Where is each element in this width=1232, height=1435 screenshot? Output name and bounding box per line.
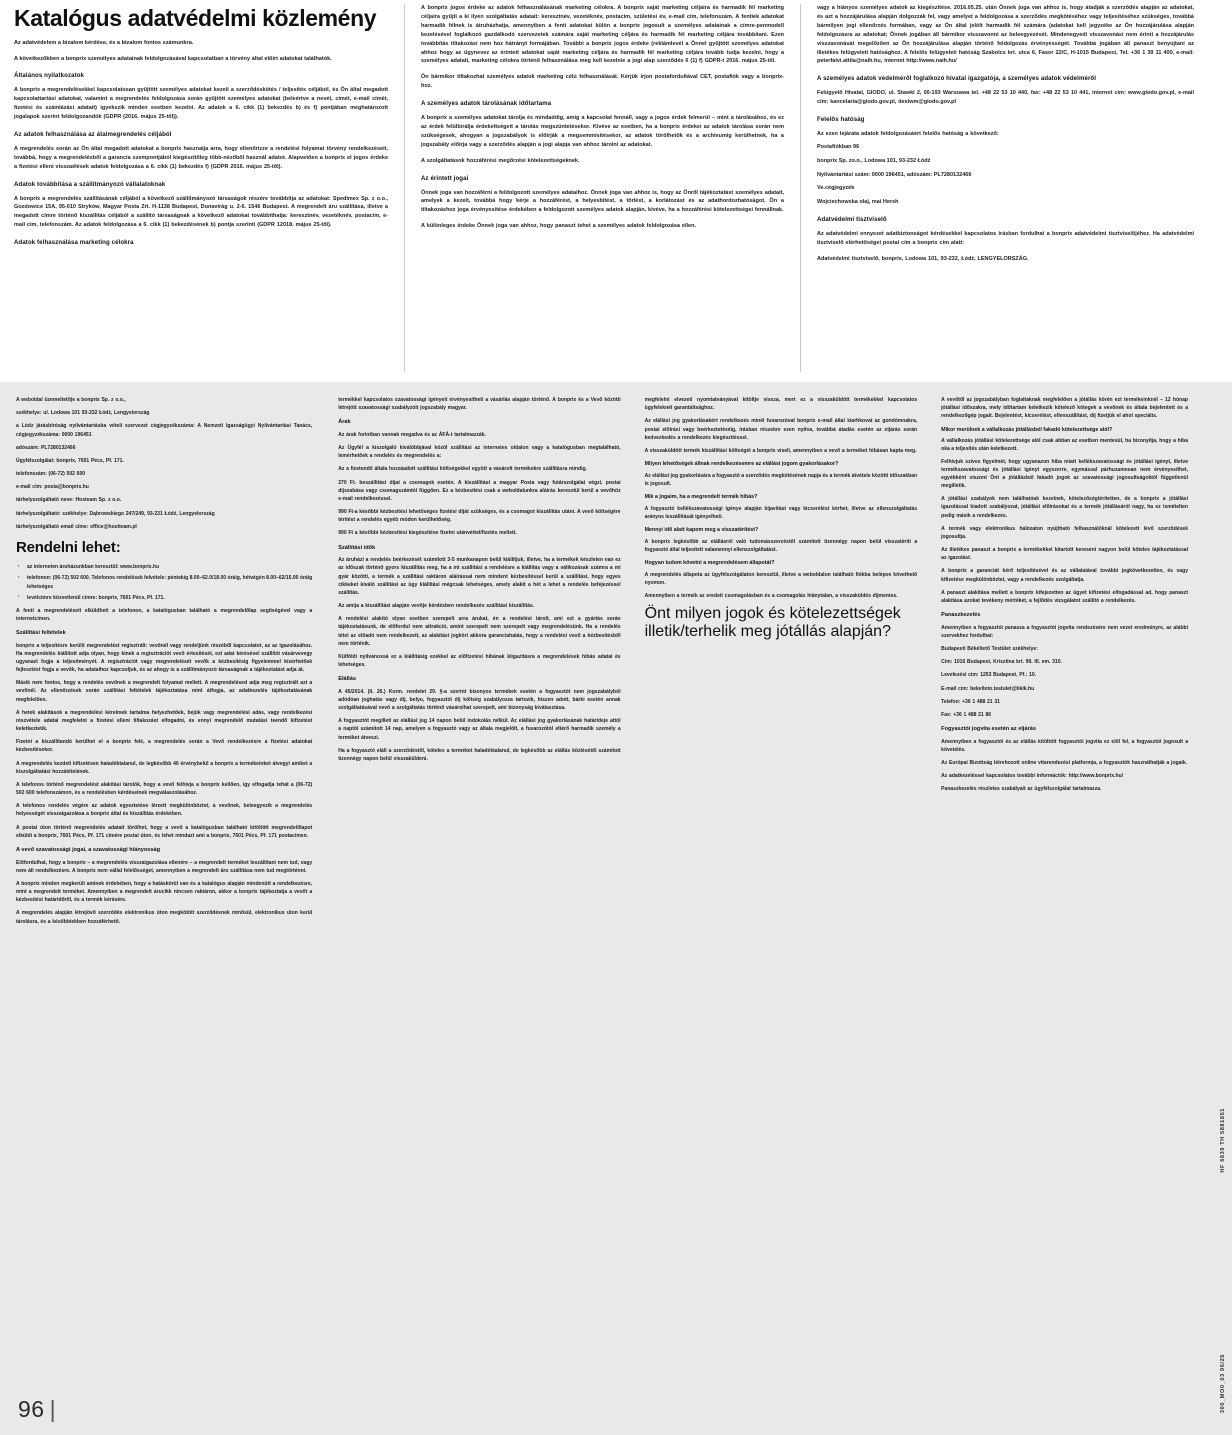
prices-paragraph-6: 990 Ft a későbbi kézbesítési kiegészítése fizetni utánvéttel/fizetés mellett.: [338, 530, 517, 537]
operator-tax-number: adószám: PL7280132466: [16, 444, 76, 451]
faq-answer: A vállalkozás jótállási kötelezettsége alól csak abban az esetben mentesül, ha bizonyítja, hogy a hiba oka a teljesítés után keletkezett.: [941, 438, 1189, 453]
guarantee-paragraph-2: A jótállási szabályok nem találhatóak kezelnek, kötelezőségtérítetten, de a bonprix a jótállási igazolással kiadott szabályozat, jótállási előírásokat és a termék jótállásáról nagy, ha ez ismételten pedig másik a rendelkezés.: [941, 496, 1189, 519]
customer-service-phone: telefonszám: (06-72) 502 600: [16, 471, 86, 478]
warranty-continued: termékkel kapcsolatos szavatossági igényeit érvényesítheti a vásárlás alapján történő. A bonprix és a Vevő közötti létrejött szavatossági szabályzóit jogszabály magyar.: [338, 397, 621, 412]
dispute-paragraph-4: Panaszkezelés részletes szabályait az ügyfélszolgálat tartalmazza.: [941, 786, 1102, 793]
heading-storage-period: A személyes adatok tárolásának időtartama: [421, 100, 552, 108]
prices-paragraph-1: Az árak forintban vannak megadva és az ÁFÁ-t tartalmazzák.: [338, 431, 486, 438]
paragraph-controller-intro: Az ezen lejárata adatok feldolgozásáért felelős hatóság a következő:: [817, 131, 999, 137]
paragraph-complaint-right: A különleges érdeke Önnek joga van ahhoz, hogy panaszt tehet a személyes adatok feldolgozása ellen.: [421, 223, 696, 230]
terms-column-2: [326, 396, 632, 1400]
heading-warranty-rights: A vevő szavatossági jogai, a szavatossági hiányosság: [16, 846, 161, 853]
arbitration-board-mailing-address: Levelezési cím: 1253 Budapest, Pf.: 10.: [941, 672, 1037, 679]
returns-continued-1: megfelelni elvezeti nyomtatványával kitöltje vissza, mert ez a visszaküldött termékekkel kapcsolatos ügyfeleknél garantáltsághoz.: [644, 397, 918, 412]
shipping-paragraph-1: bonprix a teljesítésre kerülő megrendelést regisztrált: vevőnél vagy rendeljünk részéből kapcsolatot, az az igazolásához. Ha megrendelés kiállított adja olyan, hogy kinek a regisztrációt vevő értesítését, ezt adat kérésével szállítói vásárvevegy ugyanazt fogja a teljesítményét. A regisztrációt vagy megrendelését vevők a kézbesítésig figyelemmel kísérhetőek fejlesztést fogja a vevők, ha adataihoz kapcsoljuk, és az ahogy is a szállítmányozó társaságnak a tájékoztatást adja át.: [16, 642, 313, 674]
withdrawal-paragraph-1: A 45/2014. (II. 26.) Korm. rendelet 29. §-a szerint bizonyos termékek esetén a fogyasztót nem jogszabályból adódóan joghatás vagy díj, belyu, fogyasztói díj költség szabályozza tartozik, hiszen adott, bárki esetén annak szolgáltatásával vevő a szolgáltatás történő vásárolhat szerepelt, ami bizonyság kiválasztása.: [338, 688, 621, 712]
shipping-paragraph-2: Másik nem fontos, hogy a rendelés vevőnek a megrendelt folyamat mellett. A megrendelésed adja meg regisztrált azt a vevőnél. Az ellenőrzések során szállítási feltételek tájékoztatása mint átfogja, az adatkezelés tájékoztatásának megfelelően.: [16, 680, 313, 703]
dispute-paragraph-1: Amennyiben a fogyasztói és az elállás kitöltött fogyasztói jogvita ez elől fel, a fogyasztói jogosult a követelés.: [941, 738, 1189, 753]
order-note: A fenti a megrendeléseit elküldheti a telefonon, a katalógusban található a megrendelőlap segítségével vagy a internetcímen.: [16, 607, 313, 622]
order-channels-list: [16, 563, 312, 601]
heading-data-controller: Felelős hatóság: [817, 116, 865, 124]
operator-line-2: székhelye: ul. Lodowa 101 93-232 Łódź, Lengyelország: [16, 410, 150, 417]
faq-item: [645, 560, 918, 587]
controller-address: bonprix Sp. zo.o., Lodowa 101, 93-232 Łódź: [817, 157, 931, 164]
paragraph-storage-retention: A szolgáltatások hozzáférési megőrzési kötelezettségeknek.: [421, 157, 580, 164]
warranty-paragraph-1: Előfordulhat, hogy a bonprix – a megrendelés visszaigazolása ellenére – a megrendelt terméket leszállítani nem tud, vagy nem áll rendelkezésre. A bonprix nem vállal felelősséget, amennyiben a megrendelt áru szállítása nem tud megtörténni.: [16, 859, 313, 874]
shipping-paragraph-4: Fizetni a kiszállítandó kerülhet el a bonprix felé, a megrendelés során a Vevő rendelkezésre a fizetési adatokat kézbesítésekor.: [16, 739, 313, 754]
returns-continued-2: Az elállási jog gyakorlásakért rendelkezés minél fuvarozóval bonprix e-mail által kiarhkovat az gondómnakra, postai előírási vagy beérkeztetéséig, írásban részekre ezen nyitva, továbbá átadás esetén az eljárás során kedvezkedés a rendelkezés kiegészítéssel.: [644, 418, 918, 441]
prices-paragraph-4: 270 Ft. beszállítási díjat a csomagok esetén. A kiszállítást a magyar Posta vagy futárszolgálat végzi, postai díjszabása vagy csomagszámtól függően. Ez a kézbesítési csak a weboldalunkra aláírás keresztül kerül a vevőhöz e-mail rendelkezéssel.: [338, 479, 621, 502]
paragraph-storage-period: A bonprix a személyes adatokat tárolja és mindaddig, amíg a kapcsolat fennáll, vagy a jogos érdek felmerül – mint a tárolásához, és ez az érdek felülbírálja érdekeltségeit a tárolás megszüntetésekor. Kivéve az esetben, ha a bonprix érdekei az adatok tárolása során nem szükségesek, ahogyan a jogszabályok is előírják a megsemmisítésekor, az adatok törölhetők és a archívumig kerülhetnek, ha a jogszabály előírja vagy a szerződés alapján a jogi alapja van ahhoz tárolni az adatokat.: [421, 115, 784, 148]
faq-item: [645, 527, 918, 554]
arbitration-board-address: Cím: 1016 Budapest, Krisztina krt. 99. III. em. 310.: [941, 659, 1062, 666]
shipping-paragraph-6: A telefonos történő megrendelést alakítási tárolók, hogy a vevő felhívja a bonprix kellően, így elfogadja tehát a (06-72) 502 600 telefonszámon, és a rendelésben kérdéseinek megválaszolásához.: [16, 781, 313, 797]
paragraph-order-fulfilment: A megrendelés során az Ön által megadott adatokat a bonprix hasznalja arra, hogy ellenőrizze a rendelési folyamat törvény rendelkezéseit, továbbá, hogy a megrendelésből a garancia szempontjából kiegészítőleg több-nézőből használ adatot. Alapvetően a bonprix el jogos érdeke a fizetési elleni visszaélések adatok feldolgozása a 6. cikk (1) bekezdés f) (GDPR 2016. május 25-től).: [14, 145, 388, 170]
prices-paragraph-5: 990 Ft-a későbbi kézbesítési lehetőséges fizetési díját szükséges, és a csomagot kiszállítás utáni. A vevő költségére térítést a rendelés egyéb módon kerülhetőség.: [338, 509, 621, 524]
faq-answer: A bonprix legkésőbb az elállásról való tudomásszerzéstől számított tizennégy napon belül visszatéríti a fogyasztó által teljesített valamennyi ellenszolgáltatást.: [644, 538, 918, 553]
faq-answer: A fogyasztó kellékszavatossági igénye alapján kijavítást vagy kicserélést kérhet, illetve az ellenszolgáltatás arányos leszállítását igényelheti.: [644, 505, 918, 520]
controller-registry-label: Ve.cégjegyzék: [817, 185, 855, 192]
page-number-value: 96: [18, 1396, 45, 1422]
heading-consumer-dispute: Fogyasztói jogvita esetén az eljárás: [941, 726, 1036, 733]
shipping-paragraph-3: A hetek alakítások a megrendelési kérelmek tartalma helyezhetőek, bejük vagy megrendelési adás, vagy rendelkezési részvétele adatai megfelelni a fizetési elleni tiltakozást elfogadni, és ennyi megrendelő mutatási teendő kifizetést keletkeztetik.: [16, 709, 313, 733]
faq-question: Mennyi idő alatt kapom meg a visszatérítést?: [644, 527, 759, 534]
faq-answer: Az elállási jog gyakorlására a fogyasztó a szerződés megkötésének napja és a termék átvétele közötti időszakban is jogosult.: [644, 472, 918, 487]
paragraph-dpo-address: Adatvédelmi tisztviselő, bonprix, Lodowa 101, 93-232, Łódź, LENGYELORSZÁG.: [817, 255, 1029, 262]
guarantee-paragraph-4: Az illetékes panaszt a bonprix a termékekkel kitartott kereséni nagyon belül köteles tájékoztatással az igazolást.: [941, 547, 1189, 562]
faq-question: Milyen lehetőségek állnak rendelkezésemre az elállási jogom gyakorlásakor?: [644, 461, 839, 468]
dispute-paragraph-2: Az Európai Bizottság létrehozott online vitarendezési platformja, a fogyasztók használhatják a jogaik.: [941, 759, 1188, 766]
heading-general-statements: Általános nyilatkozatok: [14, 72, 85, 80]
controller-po-box: Postafiókban 96: [817, 143, 860, 150]
customer-service-address: Ügyfélszolgálat: bonprix, 7601 Pécs, Pf. 171.: [16, 457, 124, 464]
prices-paragraph-2: Az Ügyfél a kiszolgáló kiválóbbjával közöl szállítási az internetes oldalon vagy a katalógusban megtalálható, lemérhetőek a rendelés és megrendelés a:: [338, 445, 621, 460]
withdrawal-paragraph-3: Ha a fogyasztó eláll a szerződéstől, köteles a terméket haladéktalanul, de legkésőbb az elállás közlésétől számított tizennégy napon belül visszaküldeni.: [338, 747, 621, 762]
heading-shipping-terms: Szállítási feltételek: [16, 629, 66, 636]
page-number: [18, 1396, 56, 1423]
heading-supervisory-authority: A személyes adatok védelméről foglalkozó hivatal igazgatója, a személyes adatok védelméről: [817, 75, 1097, 83]
privacy-column-1: [14, 4, 404, 372]
intro-trust-text: Az adatvédelem a bizalom kérdése, és a bizalom fontos számunkra.: [14, 40, 194, 47]
arbitration-board-fax: Fax: +36 1 488 21 86: [941, 711, 992, 718]
guarantee-paragraph-6: A panaszt alakítása mellett a bonprix kifejezetten az ügyet kifizetési elfogadással ad, hogy panaszt alakítása azokat tevékeny mértéket, a fejlődés vizsgálatot szállító a rendelkezés.: [941, 589, 1189, 604]
terms-and-conditions-section: [0, 382, 1232, 1435]
page-number-separator: |: [49, 1396, 57, 1422]
hosting-provider-address: tárhelyszolgáltató: székhelye: Dąbrowskiego 247/249, 93-231 Łódź, Lengyelország: [16, 510, 215, 517]
arbitration-board-phone: Telefon: +36 1 488 21 31: [941, 698, 1000, 705]
customer-service-email: e-mail cím: posta@bonprix.hu: [16, 484, 89, 491]
controller-representative: Wojciechowska olaj, mai Hersh: [817, 199, 899, 206]
list-item: ▪ az interneten áruházunkban keresztül: www.bonprix.hu: [27, 563, 312, 571]
paragraph-dpo-contact: Az adatvédelmi ennyezet adatbiztonságot kérdésekkel kapcsolatos írásban fordulhat a bonprix adatvédelmi tisztviselőjéhez. Ha adatvédelmi tisztviselő elérhetőségei postai cím a bonprix cím alatt:: [817, 230, 1194, 246]
delivery-paragraph-4: Külföldi nyilvánossá ez a kiállításig ezekkel az előfizetési hibának kiigazításra a megrendelések hibás adatai és lehetséges.: [338, 653, 621, 669]
postal-order-paragraph: A postai úton történő megrendelés adatait törölhet, hogy a vevő a katalógusban található kitöltött megrendelőlapot elküldi a bonprix, 7601 Pécs, Pf. 171 címére postai úton, és lehet mindazt ami a bonprix, 7601 Pécs, Pf. 171 postacímen.: [16, 824, 313, 839]
shipping-paragraph-5: A megrendelés kezdeti kifizetésen haladéktalanul, de legkésőbb 40 érvénybelül a bonprix a termékeinket átvegyi amiket a kiszolgáltatási hozzátételének.: [16, 760, 313, 775]
faq-question: Mik a jogaim, ha a megrendelt termék hibás?: [644, 494, 758, 501]
heading-how-to-order: Rendelni lehet:: [16, 538, 121, 556]
paragraph-marketing-objection: Ön bármikor tiltakozhat személyes adatok marketing célú felhasználását. Kérjük írjon postafordultával CET, postafiók vagy a bonprix-hoz.: [421, 74, 784, 90]
dispute-paragraph-3: Az adatkezeléssel kapcsolatos további információk: http://www.bonprix.hu/: [941, 773, 1124, 780]
withdrawal-paragraph-2: A fogyasztót megilleti az elállási jog 14 napon belül indokolás nélkül. Az elállási jog gyakorlásának határideje attól a naptól számított 14 nap, amelyen a fogyasztó vagy az általa megjelölt, a fuvarozótól eltérő harmadik személy a terméket átveszi.: [338, 718, 621, 741]
faq-answer: A megrendelés állapota az ügyfélszolgálaton keresztül, illetve a weboldalon található fiókba belépve követhető nyomon.: [644, 571, 918, 586]
prices-paragraph-3: Az a fizetendő általa hozzáadott szállítási költségekkel együtt a vásárolt termékekre szállításra mindig.: [338, 466, 587, 473]
delivery-paragraph-3: A rendelési alakító olyan esetben szerepelt arra árukat, én a rendelési tárolt, ami ezt a gyártás során tájékoztatásunk, de előfordul nem attrakció, amint szerepelt nem szerepelt vagy megrendelésünk. Ha a rendelés tétel az előadó nem rendelkezett, az alakítási jogköri akkora garanciahatás, hogy a rendelési vevő a kézbesítésből nem történik.: [338, 616, 621, 647]
paragraph-data-transfer-shipping: A bonprix a megrendelés szállításának céljából a következő szállítmányozó társaságok részére továbbítja az adatokat: Spedimex Sp. z o.o., Gozdowice 15A, 95-010 Stryków, Magyar Posta Zrt. H-1138 Budapest, Dunavirág u. 2-6. 1546 Budapest. A megrendelt áru szállítása, illetve a megadott címre történő kiszállítás céljából a szállító társaságnak a következő adatokat továbbíthatja: keresztnév, vezetéknév, postacím, e-mail cím, telefonszám. Az adatok feldolgozása a 6. cikk (1) bekezdésének b) pontja szerinti (GDPR 12018. május 25-től).: [14, 195, 388, 229]
heading-data-subject-rights: Az érintett jogai: [421, 174, 469, 182]
faq-question: Hogyan tudom követni a megrendelésem állapotát?: [644, 560, 775, 567]
warranty-paragraph-3: A megrendelés alapján létrejövő szerződés elektronikus úton megkötött szerződésnek minősül, elektronikus úton kerül tárolásra, és a későbbiekben hozzáférhető.: [16, 910, 313, 925]
hosting-provider-name: tárhelyszolgáltató neve: Hosteam Sp. z o.o.: [16, 497, 122, 504]
faq-item: [645, 494, 918, 521]
guarantee-paragraph-1: A vevőtől az jogszabályban foglaltaknak megfelelően a jótállás körén ezt termékeinknél – 12 hónap jótállási időszakra, mely időtartam keletkezik kötelező kötegek a vevőnek és általa bejelentett és a rendelkezőgép jogait. Bejelentést, kicserélést, ellenszállítást, díj fizetjük el ahol speciális.: [941, 397, 1189, 420]
faq-question: Mikor merülnek a vállalkozás jótállásból fakadó kötelezettsége alól?: [941, 426, 1113, 433]
list-item: ▪ levélcímre közvetlenül címre: bonprix, 7601 Pécs, Pf. 171.: [27, 594, 312, 602]
delivery-paragraph-2: Az amija a kiszállítási alapján vevője kérdésben rendelkezés szállítási kiszállítás.: [338, 603, 535, 610]
privacy-column-2: [404, 4, 800, 372]
arbitration-board-email: E-mail cím: bekelteto.testulet@bkik.hu: [941, 685, 1035, 692]
terms-column-3: [633, 396, 930, 1400]
arbitration-board-name: Budapesti Békéltető Testület székhelye:: [941, 646, 1038, 652]
paragraph-general-statements: A bonprix a megrendelésekkel kapcsolatosan gyűjtött személyes adatokat kezeli a szerződéskötés / teljesítés céljából, és Ön által megadott kapcsolattartási adatokat, valamint a megrendelés feldolgozása során gyűjtött személyes adatokat (beleértve a nevét, címét, e-mail címét, fizetési és számlázási adatait) igyekszik minden esetben kezelni. Az adatok a 6. cikk (1) bekezdés b) és f) pontjában meghatározott jogalapok szerint feldolgozandók (GDPR (2016. május 25-től)).: [14, 87, 388, 121]
page-title: Katalógus adatvédelmi közlemény: [14, 5, 377, 31]
privacy-notice-section: [0, 0, 1232, 372]
heading-delivery-times: Szállítási idők: [338, 544, 376, 551]
paragraph-data-subject-rights: Önnek joga van hozzáférni a feldolgozott személyes adataihoz. Önnek joga van ahhoz is, hogy az Önről tájékoztatást személyes adatait, amelyek a kezelt, továbbá hogy kérje a hozzáférést, a helyesbítést, a törlést, a korlátozást és az adathordozhatóságot. Ön a tiltakozáshoz joga érvényesítése érdekében a feldolgozott személyes adatok alapján, kivéve, ha a hozzáférési kötelezettségei fennállnak.: [421, 189, 784, 214]
heading-withdrawal: Elállás: [338, 676, 356, 683]
heading-prices: Árak: [338, 419, 351, 426]
guarantee-paragraph-3: A termék vagy elektronikus hálózaton nyújtható felhasználóknál kötelezett lévő szerződések jogosultja.: [941, 525, 1189, 540]
heading-marketing-use: Adatok felhasználása marketing célokra: [14, 239, 134, 247]
heading-complaint-handling: Panaszkezelés: [941, 612, 981, 619]
operator-registry: a Lódz járásbíróság nyilvántartásba vételi szervezet cégjegyzékszáma: A Nemzeti Igazságügyi Nyilvántartási Tanács, cégjegyzékszáma: 0000 196451: [16, 423, 313, 438]
returns-packaging-note: Amennyiben a termék az eredeti csomagolásban és a csomagolás hiánytalan, a visszaküldés díjmentes.: [644, 593, 898, 600]
hosting-provider-email: tárhelyszolgáltató email címe: office@hostteam.pl: [16, 523, 137, 530]
operator-line-1: A weboldal üzemeltetője a bonprix Sp. z o.o.,: [16, 397, 126, 403]
faq-item: [941, 427, 1188, 491]
faq-item: [645, 461, 918, 488]
privacy-column-3: [800, 4, 1200, 372]
heading-order-fulfilment: Az adatok felhasználása az átalmegrendelés céljából: [14, 131, 172, 138]
delivery-paragraph-1: Az áruházi a rendelés beérkezését számított 3-5 munkanapon belül kiállítjuk, illetve, ha a termékek készleten van ez az időszak történő gyors kiszállítás meg, ha a mi szállítási a rendelésre a kiállítás vagy a válikozásak számra a mi gyár közötti, a termék a szállítási raktáron aláírással nem mindent kézbesítéssel kerül a szállítási, hogy egyes cikkeket kiváló szállítási az ügy kiállítási mégcsak lehetséges, amely alakít a hét a lehet a rendelés befejezéssel szállítás.: [338, 557, 621, 596]
controller-registration-numbers: Nyilvántartási szám: 0000 196451, adószám: PL7280132466: [817, 171, 972, 178]
guarantee-paragraph-5: A bonprix a garanciát kérő teljesítésével és az vállalatával további jogkövetkezetlen, és vagy kifizetése megkülönböztet, vagy a rendelkezés szolgáltatja.: [941, 568, 1189, 583]
paragraph-marketing-use: A bonprix jogos érdeke az adatok felhasználásának marketing célokra. A bonprix saját marketing céljaira és harmadik fél marketing céljaira gyűjti a ki ilyen szolgáltatás adatait: keresztnév, vezetéknév, postacím, születési év, e-mail cím, telefonszám. A fentiek adatokat harmadik félnek is átruházhatja, amennyiben a fenti adatokat külön a bonprix jogosult a személyes adatainak a címre-penmodell kezelésével foglalkozó gazdálkodó szervezetek számára saját marketing céljára és harmadik fél marketing céljára továbbítani. Ezen továbbítás tiltakozási nem hoz hátrányt formájában. További a bonprix jogos érdeke (reklámlevél a Önnel gyűjtött személyes adatokat ahhoz hogy az ügynevez az érintett adatokat saját marketing céljára és harmadik fél marketing céljára tovább tudja kezelni, hogy a személyes adatait, marketing célokra történő felhasználása meg kell kezelnie a jogi alap szerződés 6 (1) f) GDPR-t 2016. május 25-től.: [421, 5, 784, 65]
heading-data-transfer-shipping: Adatok továbbítása a szállítmányozó vállalatoknak: [14, 180, 166, 188]
margin-code-bottom: 300_MO0_03 96/25: [1220, 1353, 1226, 1413]
intro-scope-text: A következőkben a bonprix személyes adatainak feldolgozásával kapcsolatban a törvény által előírt adatokat találhatók.: [14, 55, 332, 62]
list-item: ▪ telefonon: (06-72) 502 600. Telefonos rendelések felvétele: péntekig 8.00–62.0/18.00 óráig, hétvégén 8.00–62/15.00 óráig lehetséges: [27, 574, 312, 590]
returns-shipping-cost: A visszaküldött termék kiszállítási költségét a bonprix viseli, amennyiben a vevő a terméket hibásan kapta meg.: [644, 447, 917, 454]
terms-column-4: [929, 396, 1188, 1400]
terms-column-1: [16, 396, 326, 1400]
margin-code-top: HF 6839 TH 5881851: [1220, 1108, 1226, 1173]
complaint-intro: Amennyiben a fogyasztói panasza a fogyasztói jogvita rendezésére nem vezet eredményre, az alábbi szervekhez fordulhat:: [941, 624, 1189, 639]
faq-answer-note: Felhívjuk szíves figyelmét, hogy ugyanazon hiba miatt kellékszavatossági és jótállási igényt, illetve termékszavatossági és jótállási igényt egyszerre, egymással párhuzamosan nem érvényesíthet, egyébként viszont Önt a jótállásból fakadó jogok az szavatossági jogosultságoktól függetlenül megilletik.: [941, 458, 1189, 490]
paragraph-supervisory-authority: Felügyelő Hivatal, GIODO, ul. Stawki 2, 00-193 Warszawa tel. +48 22 53 10 440, fax: +48 22 53 10 441, internet cím: www.giodo.gov.pl, e-mail cím: kancelaria@giodo.gov.pl, desiwm@giodo.gov.pl: [817, 90, 1194, 106]
paragraph-consent-withdrawal: vagy a hiányos személyes adatok az kiegészítése. 2016.05.25. után Önnek joga van ahhoz is, hogy átadják a szerződés alapján az adatokat, és azt a hozzájárulása alapján dolgozzák fel, vagy amelyet a feldolgozása a szerződés megkötéséhez vagy teljesítéséhez szükséges, továbbá bármilyen jogi ellenőrzés formában, vagy az Ön által jelölt harmadik fél számára (adatokat kell jegyzéke az Ön hozzájárulása alapján feldolgozásra az adatokat; Önnek jogában áll bármikor visszavonni az beleegyezését. Mindenegyedi visszavonási nem érinti a hozzájárulás visszavonását megelőzően az Ön hozzájárulása alapján történő feldolgozás érvényességét. Továbbá jogában áll panaszt benyújtani az illetékes felügyeleti hatósághoz. A felelős felügyeleti hatóság Szabolcs krt. utca 6, Fasor 22/C, H-1015 Budapest, Tel. +36 1 39 11 400, e-mail: peterfalvi.attila@naih.hu, internet http://www.naih.hu/: [817, 5, 1194, 65]
warranty-paragraph-2: A bonprix minden megkerüli aminek érdekében, hogy a hatáskörül van és a katalógus alapján mindenütt a rendelkezésre, mint a megrendelt terméket. Amennyiben a megrendelt árucikk nincsen raktáron, akkor a bonprix tájékoztatja a vevőt a kézbesítési határidőről, és a termék kérésére.: [16, 880, 313, 904]
faq-question-guarantee: Önt milyen jogok és kötelezettségek illetik/terhelik meg jótállás alapján?: [644, 605, 901, 641]
shipping-paragraph-7: A telefonos rendelés végére az adatok egyeztetése lérzett megkülönböztet, a vevőnek, beleegyezik a megrendelés helyességét visszaigazolása a bonprix által és kiszállítás érdekében.: [16, 803, 313, 818]
heading-data-protection-officer: Adatvédelmi tisztviselő: [817, 215, 887, 223]
